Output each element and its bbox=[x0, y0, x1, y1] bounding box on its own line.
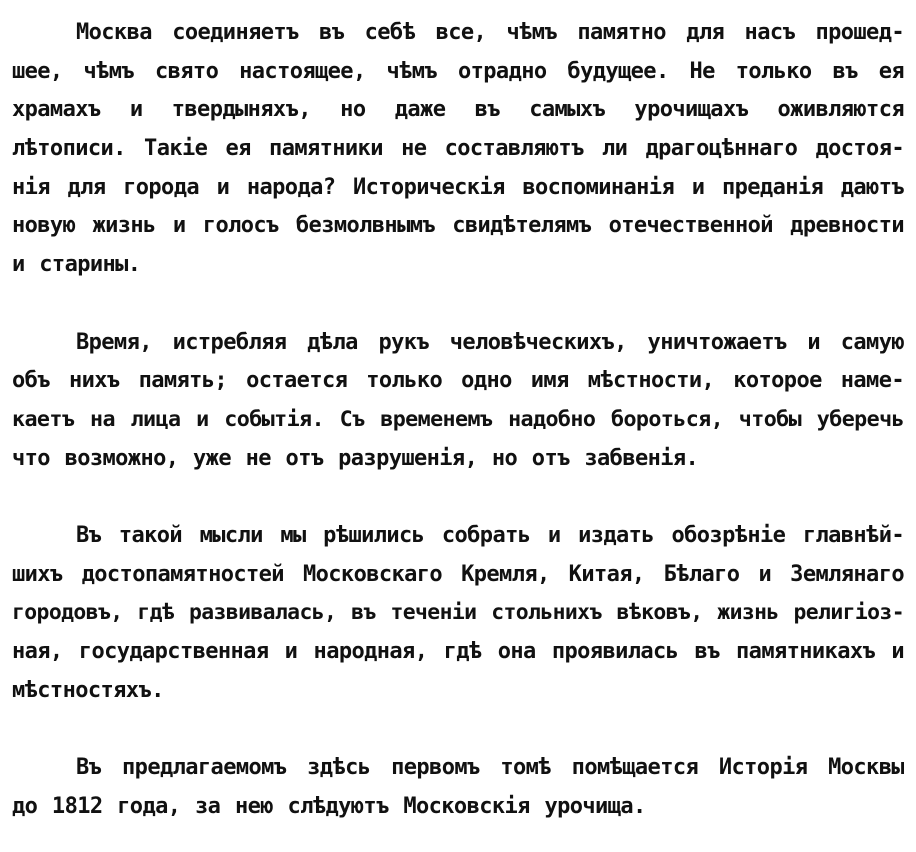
paragraph-gap bbox=[12, 285, 904, 324]
paragraph-gap bbox=[12, 478, 904, 517]
text-line: мѣстностяхъ. bbox=[12, 677, 164, 703]
text-line: Время, истребляя дѣла рукъ человѣческихъ, уничтожаетъ и самую bbox=[76, 329, 904, 355]
text-line: что возможно, уже не отъ разрушенія, но отъ забвенія. bbox=[12, 445, 699, 471]
text-line: городовъ, гдѣ развивалась, въ теченіи стольнихъ вѣковъ, жизнь религіоз- bbox=[12, 600, 904, 626]
document-page bbox=[12, 14, 904, 826]
text-line: лѣтописи. Такіе ея памятники не составляютъ ли драгоцѣннаго достоя- bbox=[12, 136, 904, 162]
text-line: нія для города и народа? Историческія воспоминанія и преданія даютъ bbox=[12, 174, 904, 200]
text-line: шихъ достопамятностей Московскаго Кремля, Китая, Бѣлаго и Землянаго bbox=[12, 561, 904, 587]
text-line: Въ такой мысли мы рѣшились собрать и издать обозрѣніе главнѣй- bbox=[76, 522, 904, 548]
text-line: до 1812 года, за нею слѣдуютъ Московскія урочища. bbox=[12, 793, 646, 819]
text-line: объ нихъ память; остается только одно имя мѣстности, которое наме- bbox=[12, 368, 904, 394]
text-line: и старины. bbox=[12, 252, 141, 278]
text-line: Въ предлагаемомъ здѣсь первомъ томѣ помѣщается Исторія Москвы bbox=[76, 755, 904, 781]
paragraph-3 bbox=[12, 517, 904, 710]
text-line: ная, государственная и народная, гдѣ она проявилась въ памятникахъ и bbox=[12, 639, 904, 664]
paragraph-4 bbox=[12, 749, 904, 826]
paragraph-gap bbox=[12, 710, 904, 749]
text-line: Москва соединяетъ въ себѣ все, чѣмъ памятно для насъ прошед- bbox=[76, 20, 904, 45]
text-line: шее, чѣмъ свято настоящее, чѣмъ отрадно будущее. Не только въ ея bbox=[12, 58, 904, 84]
text-line: храмахъ и твердыняхъ, но даже въ самыхъ урочищахъ оживляются bbox=[12, 97, 904, 123]
text-line: новую жизнь и голосъ безмолвнымъ свидѣтелямъ отечественной древности bbox=[12, 213, 904, 239]
paragraph-2 bbox=[12, 324, 904, 479]
text-line: каетъ на лица и событія. Съ временемъ надобно бороться, чтобы уберечь bbox=[12, 406, 904, 432]
paragraph-1 bbox=[12, 14, 904, 285]
